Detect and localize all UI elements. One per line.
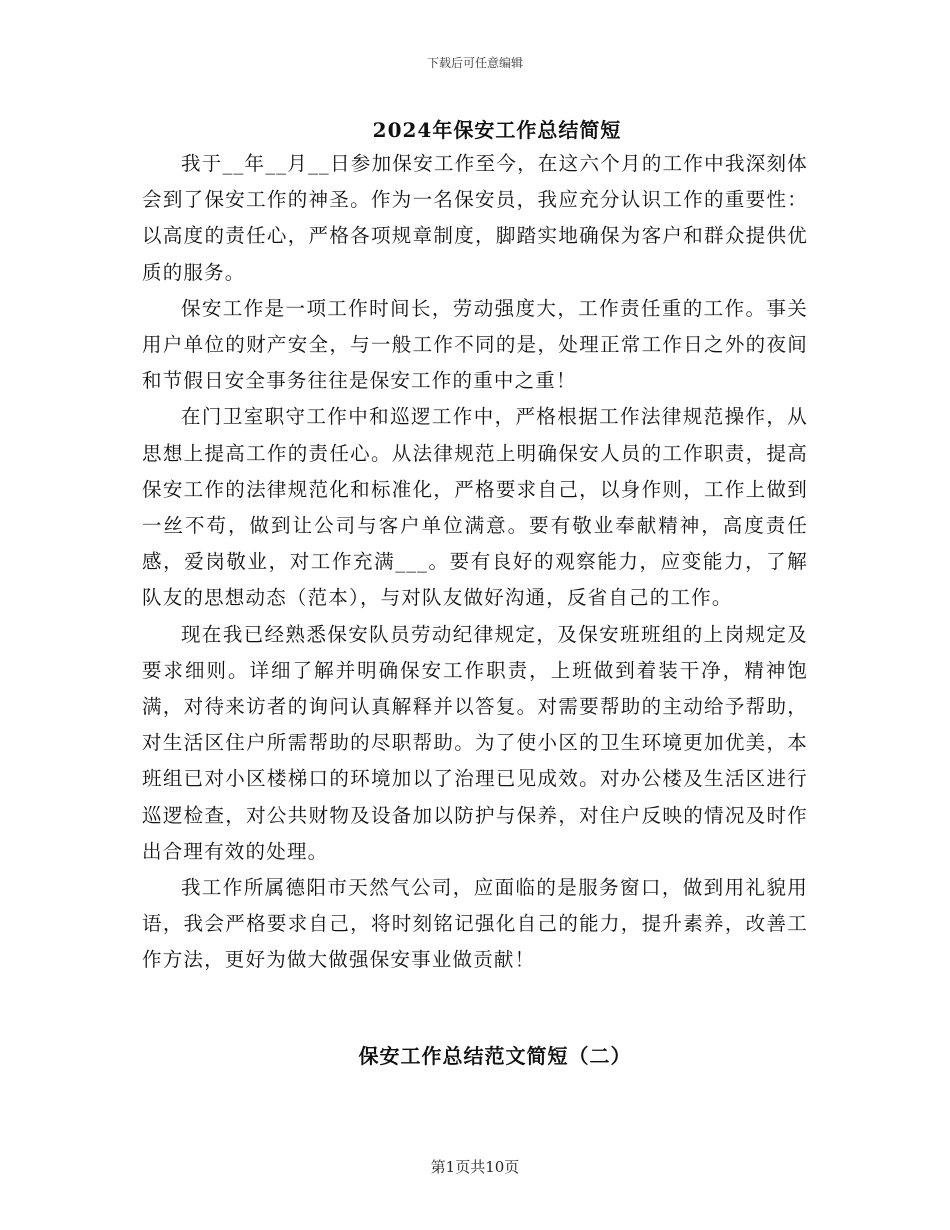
section-title: 保安工作总结范文简短（二） (358, 1044, 632, 1068)
document-body (142, 146, 808, 979)
paragraph: 保安工作是一项工作时间长，劳动强度大，工作责任重的工作。事关用户单位的财产安全，与一般工作不同的是，处理正常工作日之外的夜间和节假日安全事务往往是保安工作的重中之重！ (142, 296, 808, 393)
page-number: 第1页共10页 (430, 1158, 520, 1176)
header-note: 下载后可任意编辑 (426, 56, 523, 70)
paragraph: 在门卫室职守工作中和巡逻工作中，严格根据工作法律规范操作，从思想上提高工作的责任心。从法律规范上明确保安人员的工作职责，提高保安工作的法律规范化和标准化，严格要求自己，以身作则，工作上做到一丝不苟，做到让公司与客户单位满意。要有敬业奉献精神，高度责任感，爱岗敬业，对工作充满___。要有良好的观察能力，应变能力，了解队友的思想动态（范本），与对队友做好沟通，反省自己的工作。 (142, 405, 808, 610)
paragraph: 现在我已经熟悉保安队员劳动纪律规定，及保安班班组的上岗规定及要求细则。详细了解并明确保安工作职责，上班做到着装干净，精神饱满，对待来访者的询问认真解释并以答复。对需要帮助的主动给予帮助，对生活区住户所需帮助的尽职帮助。为了使小区的卫生环境更加优美，本班组已对小区楼梯口的环境加以了治理已见成效。对办公楼及生活区进行巡逻检查，对公共财物及设备加以防护与保养，对住户反映的情况及时作出合理有效的处理。 (142, 622, 808, 863)
document-title: 2024年保安工作总结简短 (372, 118, 622, 142)
paragraph: 我于__年__月__日参加保安工作至今，在这六个月的工作中我深刻体会到了保安工作的神圣。作为一名保安员，我应充分认识工作的重要性：以高度的责任心，严格各项规章制度，脚踏实地确保为客户和群众提供优质的服务。 (142, 152, 808, 284)
paragraph: 我工作所属德阳市天然气公司，应面临的是服务窗口，做到用礼貌用语，我会严格要求自己，将时刻铭记强化自己的能力，提升素养，改善工作方法，更好为做大做强保安事业做贡献！ (142, 876, 808, 972)
